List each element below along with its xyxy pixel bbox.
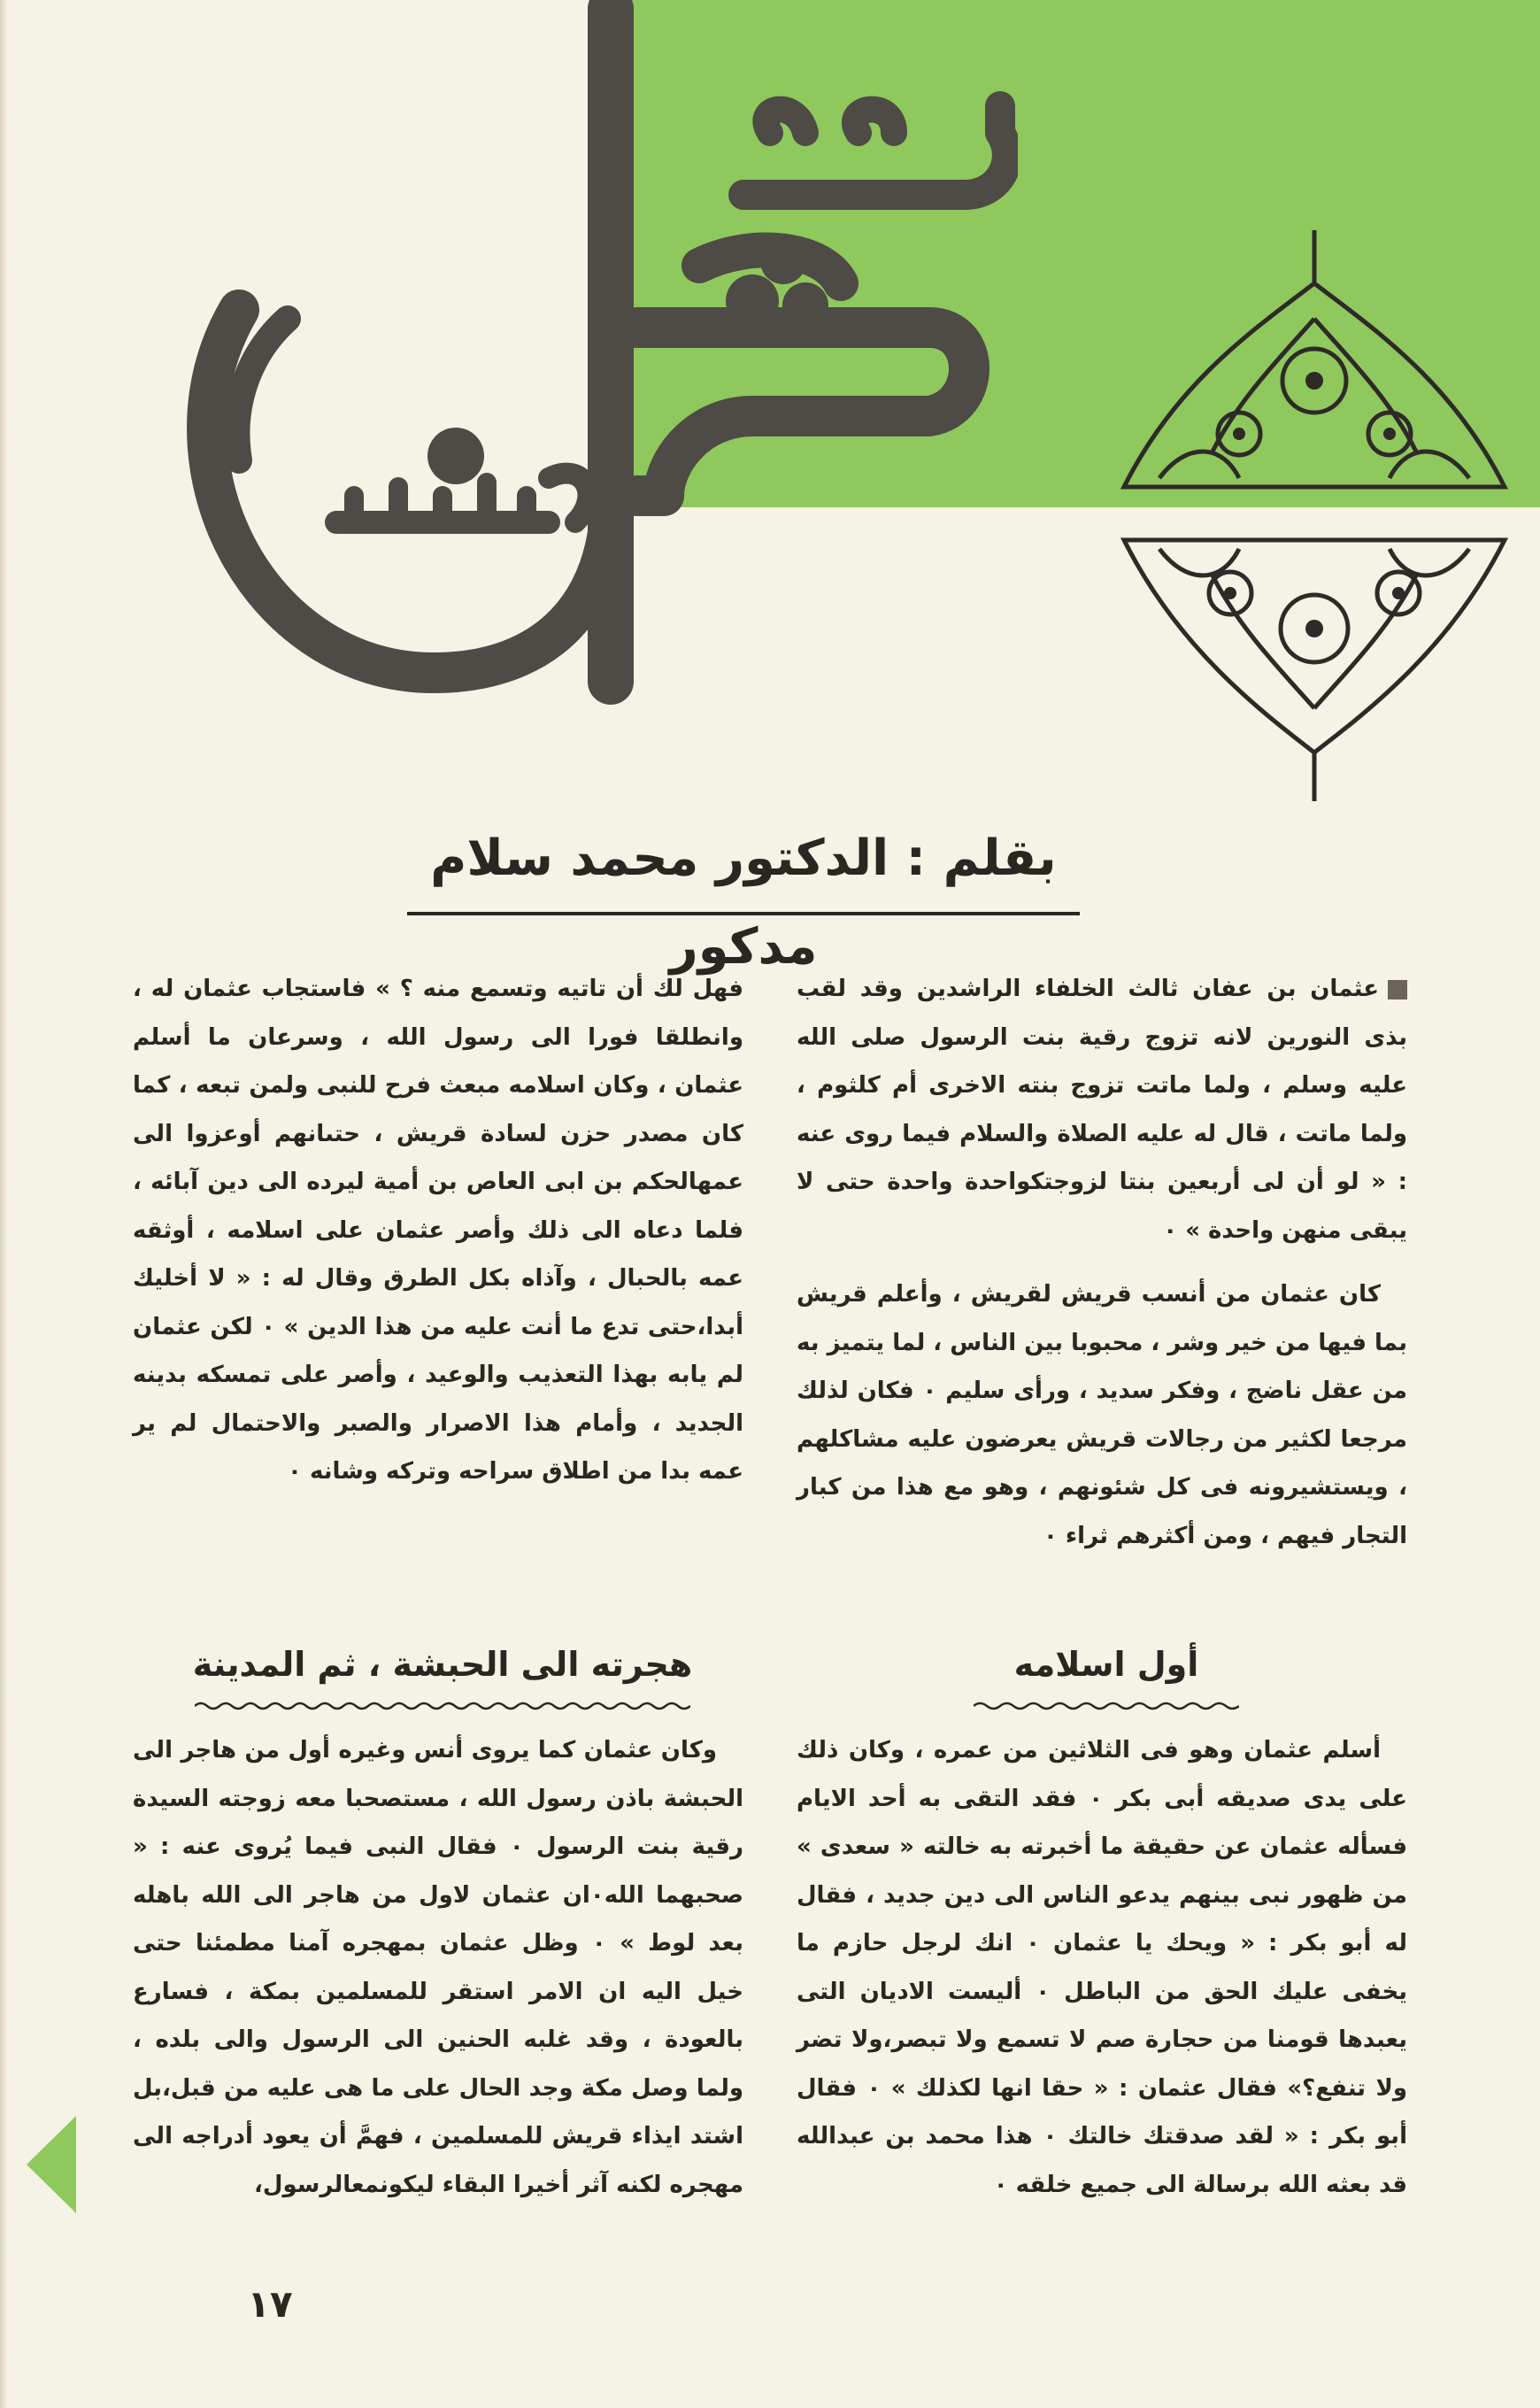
intro-paragraph-2: كان عثمان من أنسب قريش لقريش ، وأعلم قريش بما فيها من خير وشر ، محبوبا بين الناس ، لما يتميز به من عقل ناضج ، وفكر سديد ، ورأى سليم ٠ فكان لذلك مرجعا لكثير من رجالات قريش يعرضون عليه مشاكلهم ، ويستشيرونه فى كل شئونهم ، وهو مع هذا من كبار التجار فيهم ، ومن أكثرهم ثراء ٠ — [797, 1281, 1407, 1549]
arabesque-ornament-bottom — [1106, 513, 1522, 806]
page-edge — [0, 0, 7, 2408]
continuation-column — [133, 965, 743, 1512]
migration-column — [133, 1726, 743, 2225]
intro-column — [797, 965, 1407, 1576]
wavy-underline — [974, 1701, 1239, 1711]
section-heading-text: هجرته الى الحبشة ، ثم المدينة — [192, 1645, 693, 1684]
section-heading-first-islam — [920, 1633, 1292, 1713]
wavy-underline — [195, 1701, 690, 1711]
first-islam-column — [797, 1726, 1407, 2225]
first-islam-paragraph: أسلم عثمان وهو فى الثلاثين من عمره ، وكان ذلك على يدى صديقه أبى بكر ٠ فقد التقى به أحد الايام فسأله عثمان عن حقيقة ما أخبرته به خالته « سعدى » من ظهور نبى بينهم يدعو الناس الى دين جديد ، فقال له أبو بكر : « ويحك يا عثمان ٠ انك لرجل حازم ما يخفى عليك الحق من الباطل ٠ أليست الاديان التى يعبدها قومنا من حجارة صم لا تسمع ولا تبصر،ولا تضر ولا تنفع؟» فقال عثمان : « حقا انها لكذلك » ٠ فقال أبو بكر : « لقد صدقتك خالتك ٠ هذا محمد بن عبدالله قد بعثه الله برسالة الى جميع خلقه ٠ — [797, 1737, 1407, 2198]
section-heading-text: أول اسلامه — [1013, 1645, 1199, 1684]
migration-paragraph: وكان عثمان كما يروى أنس وغيره أول من هاجر الى الحبشة باذن رسول الله ، مستصحبا معه زوجته السيدة رقية بنت الرسول ٠ فقال النبى فيما يُروى عنه : « صحبهما الله٠ان عثمان لاول من هاجر الى الله باهله بعد لوط » ٠ وظل عثمان بمهجره آمنا مطمئنا حتى خيل اليه ان الامر استقر للمسلمين بمكة ، فسارع بالعودة ، وقد غلبه الحنين الى الرسول والى بلده ، ولما وصل مكة وجد الحال على ما هى عليه من قبل،بل اشتد ايذاء قريش للمسلمين ، فهمَّ أن يعود أدراجه الى مهجره لكنه آثر أخيرا البقاء ليكونمعالرسول، — [133, 1737, 743, 2198]
arabesque-ornament-top — [1106, 221, 1522, 522]
author-byline: بقلم : الدكتور محمد سلام مدكور — [407, 814, 1080, 915]
intro-paragraph-1 — [797, 965, 1407, 1254]
continuation-paragraph: فهل لك أن تاتيه وتسمع منه ؟ » فاستجاب عثمان له ، وانطلقا فورا الى رسول الله ، وسرعان ما أسلم عثمان ، وكان اسلامه مبعث فرح للنبى ولمن تبعه ، كما كان مصدر حزن لسادة قريش ، حتىانهم أوعزوا الى عمهالحكم بن ابى العاص بن أمية ليرده الى دين آبائه ، فلما دعاه الى ذلك وأصر عثمان على اسلامه ، أوثقه عمه بالحبال ، وآذاه بكل الطرق وقال له : « لا أخليك أبدا،حتى تدع ما أنت عليه من هذا الدين » ٠ لكن عثمان لم يابه بهذا التعذيب والوعيد ، وأصر على تمسكه بدينه الجديد ، وأمام هذا الاصرار والصبر والاحتمال لم ير عمه بدا من اطلاق سراحه وتركه وشانه ٠ — [133, 976, 743, 1485]
title-calligraphy — [133, 0, 1018, 735]
intro-paragraph-1-text: عثمان بن عفان ثالث الخلفاء الراشدين وقد لقب بذى النورين لانه تزوج رقية بنت الرسول صلى الله عليه وسلم ، ولما ماتت تزوج بنته الاخرى أم كلثوم ، ولما ماتت ، قال له عليه الصلاة والسلام فيما روى عنه : « لو أن لى أربعين بنتا لزوجتكواحدة واحدة حتى لا يبقى منهن واحدة » ٠ — [797, 976, 1407, 1244]
page-edge-triangle-icon — [27, 2116, 76, 2213]
section-heading-migration — [177, 1633, 708, 1713]
page-number: ١٧ — [247, 2282, 293, 2326]
square-bullet-icon — [1388, 980, 1407, 999]
